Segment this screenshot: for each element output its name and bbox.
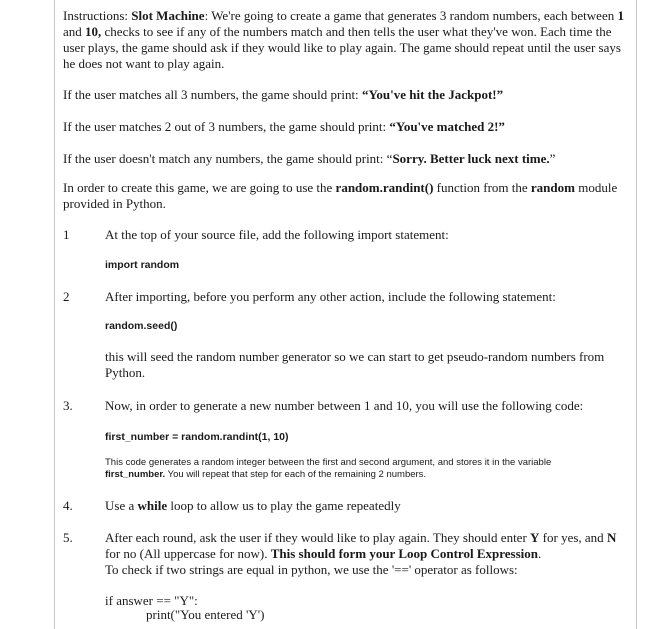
- step-text: Now, in order to generate a new number between 1 and 10, you will use the following code:: [105, 398, 584, 413]
- code-if-answer: if answer == "Y":: [105, 593, 198, 608]
- randint-paragraph: In order to create this game, we are going to use the random.randint() function from the random module provided in Python.: [63, 180, 618, 211]
- step-text: After each round, ask the user if they would like to play again. They should enter Y for yes, and N for no (All uppercase for now). This should form your Loop Control Expression. To check if two strings are equal in python, we use the '==' operator as follows:: [105, 530, 617, 577]
- step-text: After importing, before you perform any other action, include the following statement:: [105, 289, 556, 304]
- code-print-entered: print("You entered 'Y'): [146, 607, 265, 622]
- outcome-matched-two: If the user matches 2 out of 3 numbers, the game should print: “You've matched 2!”: [63, 119, 505, 134]
- outcome-jackpot: If the user matches all 3 numbers, the game should print: “You've hit the Jackpot!”: [63, 87, 504, 102]
- seed-explanation: this will seed the random number generator so we can start to get pseudo-random numbers from Python.: [105, 349, 605, 380]
- step-number: 3.: [63, 398, 73, 413]
- step-number: 4.: [63, 498, 73, 513]
- intro-paragraph: Instructions: Slot Machine: We're going to create a game that generates 3 random numbers, each between 1 and 10, checks to see if any of the numbers match and then tells the user what they've won. Each time the user plays, the game should ask if they would like to play again. The game should repeat until the user says he does not want to play again.: [63, 8, 624, 71]
- step-text: Use a while loop to allow us to play the game repeatedly: [105, 498, 401, 513]
- code-import-random: import random: [105, 259, 180, 271]
- step-number: 2: [63, 289, 70, 304]
- randint-note: This code generates a random integer between the first and second argument, and stores it in the variable first_number. You will repeat that step for each of the remaining 2 numbers.: [105, 457, 552, 480]
- step-number: 5.: [63, 530, 73, 545]
- code-random-seed: random.seed(): [105, 320, 178, 332]
- code-randint: first_number = random.randint(1, 10): [105, 431, 289, 443]
- outcome-no-match: If the user doesn't match any numbers, the game should print: “Sorry. Better luck next time.”: [63, 151, 556, 166]
- step-text: At the top of your source file, add the following import statement:: [105, 227, 449, 242]
- step-number: 1: [63, 227, 70, 242]
